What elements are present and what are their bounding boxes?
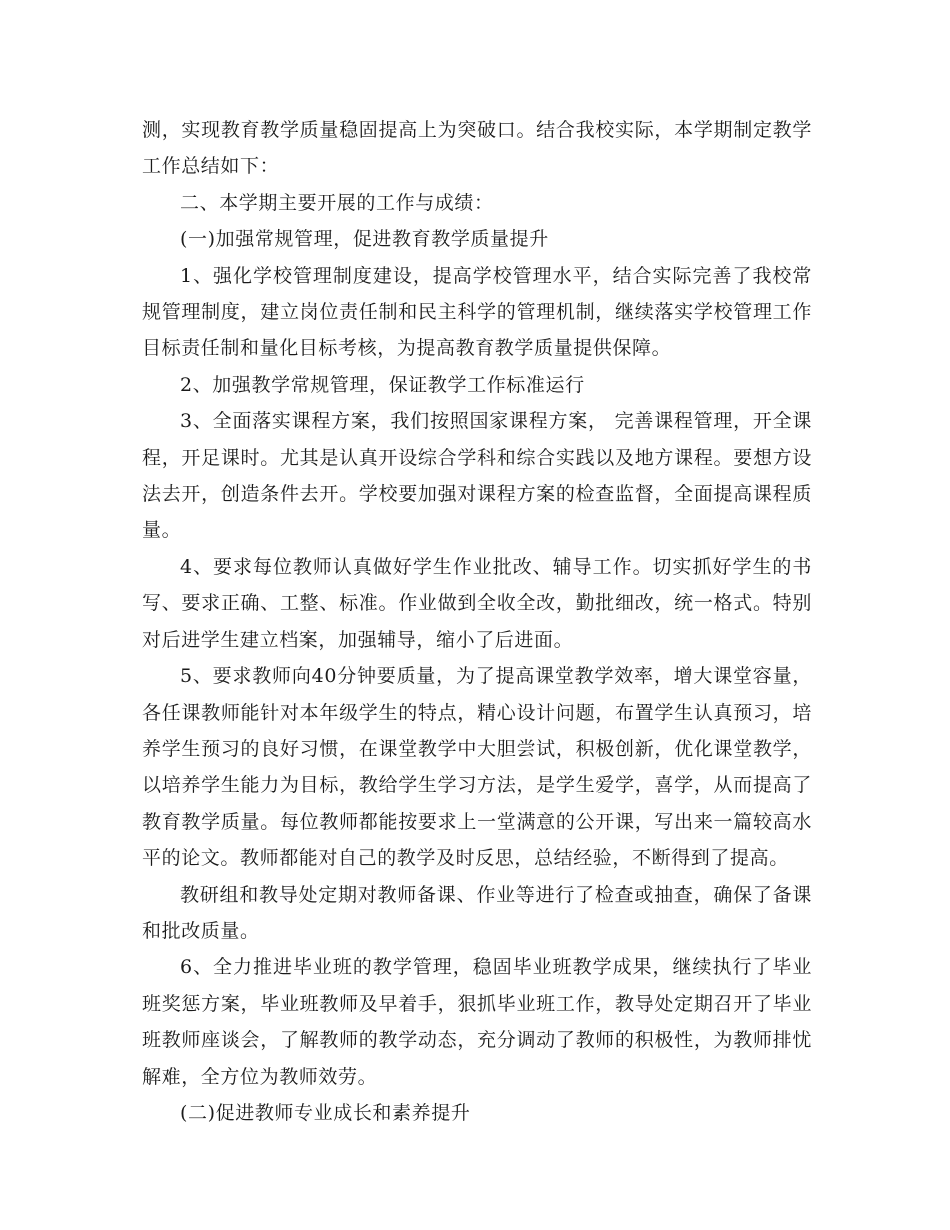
- paragraph-item-6: 6、全力推进毕业班的教学管理，稳固毕业班教学成果，继续执行了毕业班奖惩方案，毕业班教师及早着手，狠抓毕业班工作，教导处定期召开了毕业班教师座谈会，了解教师的教学动态，充分调动了教师的积极性，为教师排忧解难，全方位为教师效劳。: [142, 956, 812, 1088]
- paragraph-item-2: 2、加强教学常规管理，保证教学工作标准运行: [180, 373, 585, 396]
- paragraph-item-1: 1、强化学校管理制度建设，提高学校管理水平，结合实际完善了我校常规管理制度，建立岗位责任制和民主科学的管理机制，继续落实学校管理工作目标责任制和量化目标考核，为提高教育教学质量提供保障。: [142, 264, 812, 360]
- subsection-heading-one: (一)加强常规管理，促进教育教学质量提升: [180, 228, 549, 251]
- section-heading-two: 二、本学期主要开展的工作与成绩：: [180, 191, 494, 214]
- paragraph-intro-continuation: 测，实现教育教学质量稳固提高上为突破口。结合我校实际，本学期制定教学工作总结如下：: [142, 119, 812, 178]
- paragraph-item-5: 5、要求教师向40分钟要质量，为了提高课堂教学效率，增大课堂容量，各任课教师能针对本年级学生的特点，精心设计问题，布置学生认真预习，培养学生预习的良好习惯，在课堂教学中大胆尝试，积极创新，优化课堂教学，以培养学生能力为目标，教给学生学习方法，是学生爱学，喜学，从而提高了教育教学质量。每位教师都能按要求上一堂满意的公开课，写出来一篇较高水平的论文。教师都能对自己的教学及时反思，总结经验，不断得到了提高。: [142, 665, 812, 870]
- subsection-heading-two: (二)促进教师专业成长和素养提升: [180, 1101, 471, 1124]
- paragraph-item-3: 3、全面落实课程方案，我们按照国家课程方案， 完善课程管理，开全课程，开足课时。尤其是认真开设综合学科和综合实践以及地方课程。要想方设法去开，创造条件去开。学校要加强对课程方案的检查监督，全面提高课程质量。: [142, 410, 812, 542]
- paragraph-item-4: 4、要求每位教师认真做好学生作业批改、辅导工作。切实抓好学生的书写、要求正确、工整、标准。作业做到全收全改，勤批细改，统一格式。特别对后进学生建立档案，加强辅导，缩小了后进面。: [142, 555, 812, 651]
- paragraph-inspection: 教研组和教导处定期对教师备课、作业等进行了检查或抽查，确保了备课和批改质量。: [142, 883, 812, 942]
- document-body: [142, 112, 812, 1131]
